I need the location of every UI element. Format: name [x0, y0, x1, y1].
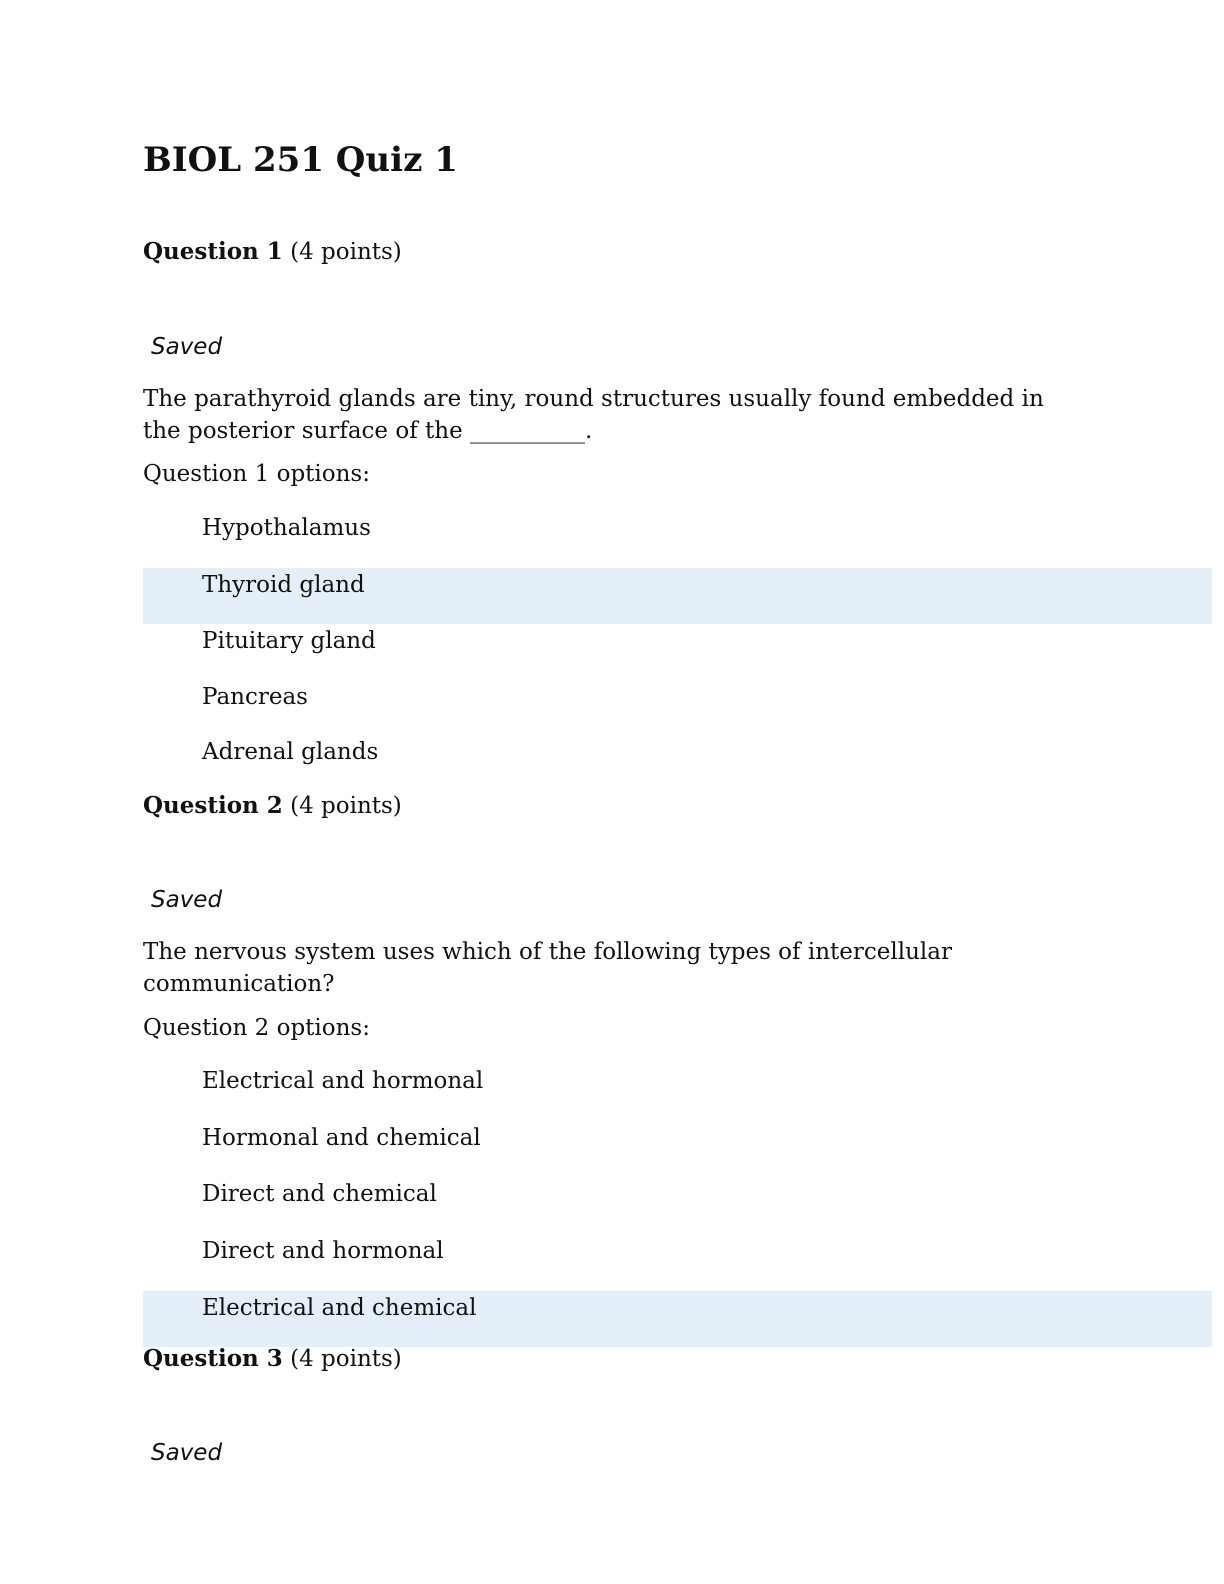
question-2-option[interactable]: [143, 1064, 1212, 1120]
question-1-header: [143, 238, 402, 265]
option-label: Electrical and chemical: [202, 1295, 477, 1321]
question-number: Question 2: [143, 792, 283, 819]
question-1-options-label: Question 1 options:: [143, 461, 370, 487]
question-1-option[interactable]: [143, 680, 1212, 736]
question-points: (4 points): [290, 793, 402, 819]
question-2-option[interactable]: [143, 1177, 1212, 1233]
question-points: (4 points): [290, 1346, 402, 1372]
saved-status: Saved: [151, 887, 223, 913]
question-1-option-selected[interactable]: [143, 568, 1212, 624]
question-number: Question 1: [143, 238, 283, 265]
option-label: Electrical and hormonal: [202, 1068, 484, 1094]
question-1-option[interactable]: [143, 511, 1212, 567]
question-2-option[interactable]: [143, 1234, 1212, 1290]
question-2-header: [143, 792, 402, 819]
option-label: Thyroid gland: [202, 572, 365, 598]
question-2-options-label: Question 2 options:: [143, 1015, 370, 1041]
saved-status: Saved: [151, 334, 223, 360]
option-label: Pancreas: [202, 684, 308, 710]
question-number: Question 3: [143, 1345, 283, 1372]
option-label: Hypothalamus: [202, 515, 371, 541]
question-2-text: The nervous system uses which of the following types of intercellular communication?: [143, 939, 952, 997]
question-points: (4 points): [290, 239, 402, 265]
quiz-title: BIOL 251 Quiz 1: [143, 140, 458, 180]
question-3-header: [143, 1345, 402, 1372]
option-label: Pituitary gland: [202, 628, 376, 654]
saved-status: Saved: [151, 1440, 223, 1466]
option-label: Direct and chemical: [202, 1181, 437, 1207]
question-2-option-selected[interactable]: [143, 1291, 1212, 1347]
question-2-option[interactable]: [143, 1121, 1212, 1177]
option-label: Adrenal glands: [202, 739, 379, 765]
option-label: Hormonal and chemical: [202, 1125, 481, 1151]
question-1-option[interactable]: [143, 735, 1212, 791]
question-1-option[interactable]: [143, 624, 1212, 680]
option-label: Direct and hormonal: [202, 1238, 444, 1264]
question-1-text: The parathyroid glands are tiny, round structures usually found embedded in the posterior surface of the __________.: [143, 386, 1044, 444]
